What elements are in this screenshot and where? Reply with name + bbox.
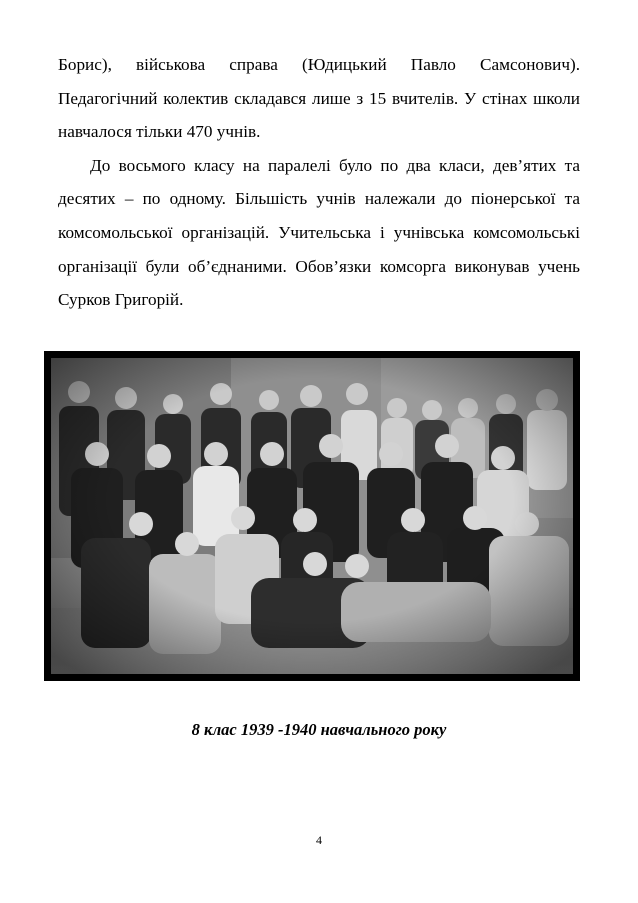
class-group-photo xyxy=(51,358,573,674)
photo-frame xyxy=(44,351,580,681)
paragraph-2: До восьмого класу на паралелі було по два класи, дев’ятих та десятих – по одному. Більшість учнів належали до піонерської та комсомольської організацій. Учительська і учнівська комсомольські організації були об’єднаними. Обов’язки комсорга виконував учень Сурков Григорій. xyxy=(58,155,580,310)
page-number: 4 xyxy=(316,833,322,847)
body-text xyxy=(58,48,580,317)
photo-caption: 8 клас 1939 -1940 навчального року xyxy=(191,720,447,739)
paragraph-1: Борис), військова справа (Юдицький Павло Самсонович). Педагогічний колектив складався лише з 15 вчителів. У стінах школи навчалося тільки 470 учнів. xyxy=(58,55,580,142)
